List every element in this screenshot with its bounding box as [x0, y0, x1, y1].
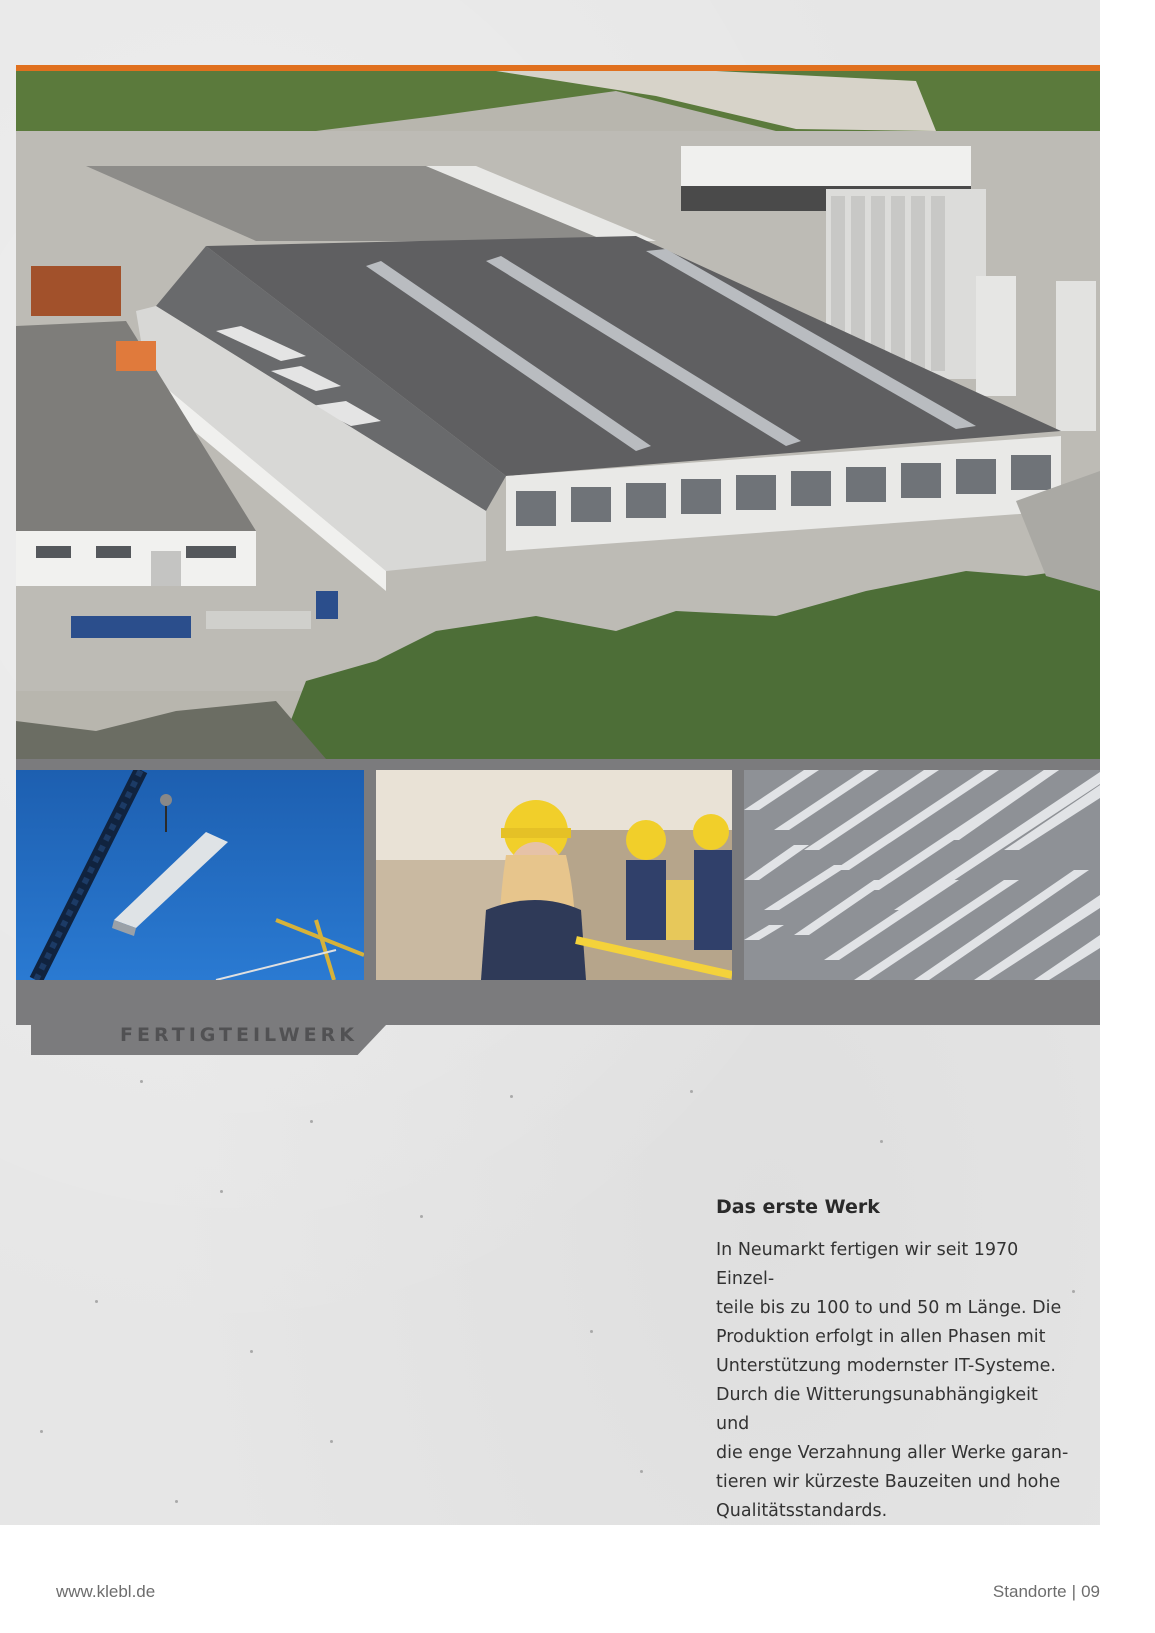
article-line: In Neumarkt fertigen wir seit 1970 Einzel-: [716, 1240, 1019, 1289]
footer-section: Standorte: [992, 1582, 1067, 1601]
footer-separator: |: [1071, 1582, 1077, 1601]
page-number: 09: [1081, 1582, 1100, 1601]
hero-aerial-photo: [16, 71, 1100, 759]
footer-website-link[interactable]: www.klebl.de: [56, 1582, 156, 1601]
article-line: Unterstützung modernster IT-Systeme.: [716, 1356, 1056, 1376]
thumbnail-crane-photo: [16, 770, 364, 980]
thumbnail-precast-parts-photo: [744, 770, 1100, 980]
footer-page-info: [993, 1582, 1100, 1602]
article-line: Produktion erfolgt in allen Phasen mit: [716, 1327, 1046, 1347]
article: [716, 1196, 1076, 1526]
thumbnail-worker-photo: [376, 770, 732, 980]
article-body: [716, 1236, 1076, 1526]
article-line: Qualitätsstandards.: [716, 1501, 888, 1521]
article-heading: Das erste Werk: [716, 1196, 880, 1218]
article-line: die enge Verzahnung aller Werke garan-: [716, 1443, 1069, 1463]
section-label: FERTIGTEILWERK: [120, 1024, 358, 1046]
article-line: tieren wir kürzeste Bauzeiten und hohe: [716, 1472, 1061, 1492]
article-line: Durch die Witterungsunabhängigkeit und: [716, 1385, 1038, 1434]
article-line: teile bis zu 100 to und 50 m Länge. Die: [716, 1298, 1062, 1318]
